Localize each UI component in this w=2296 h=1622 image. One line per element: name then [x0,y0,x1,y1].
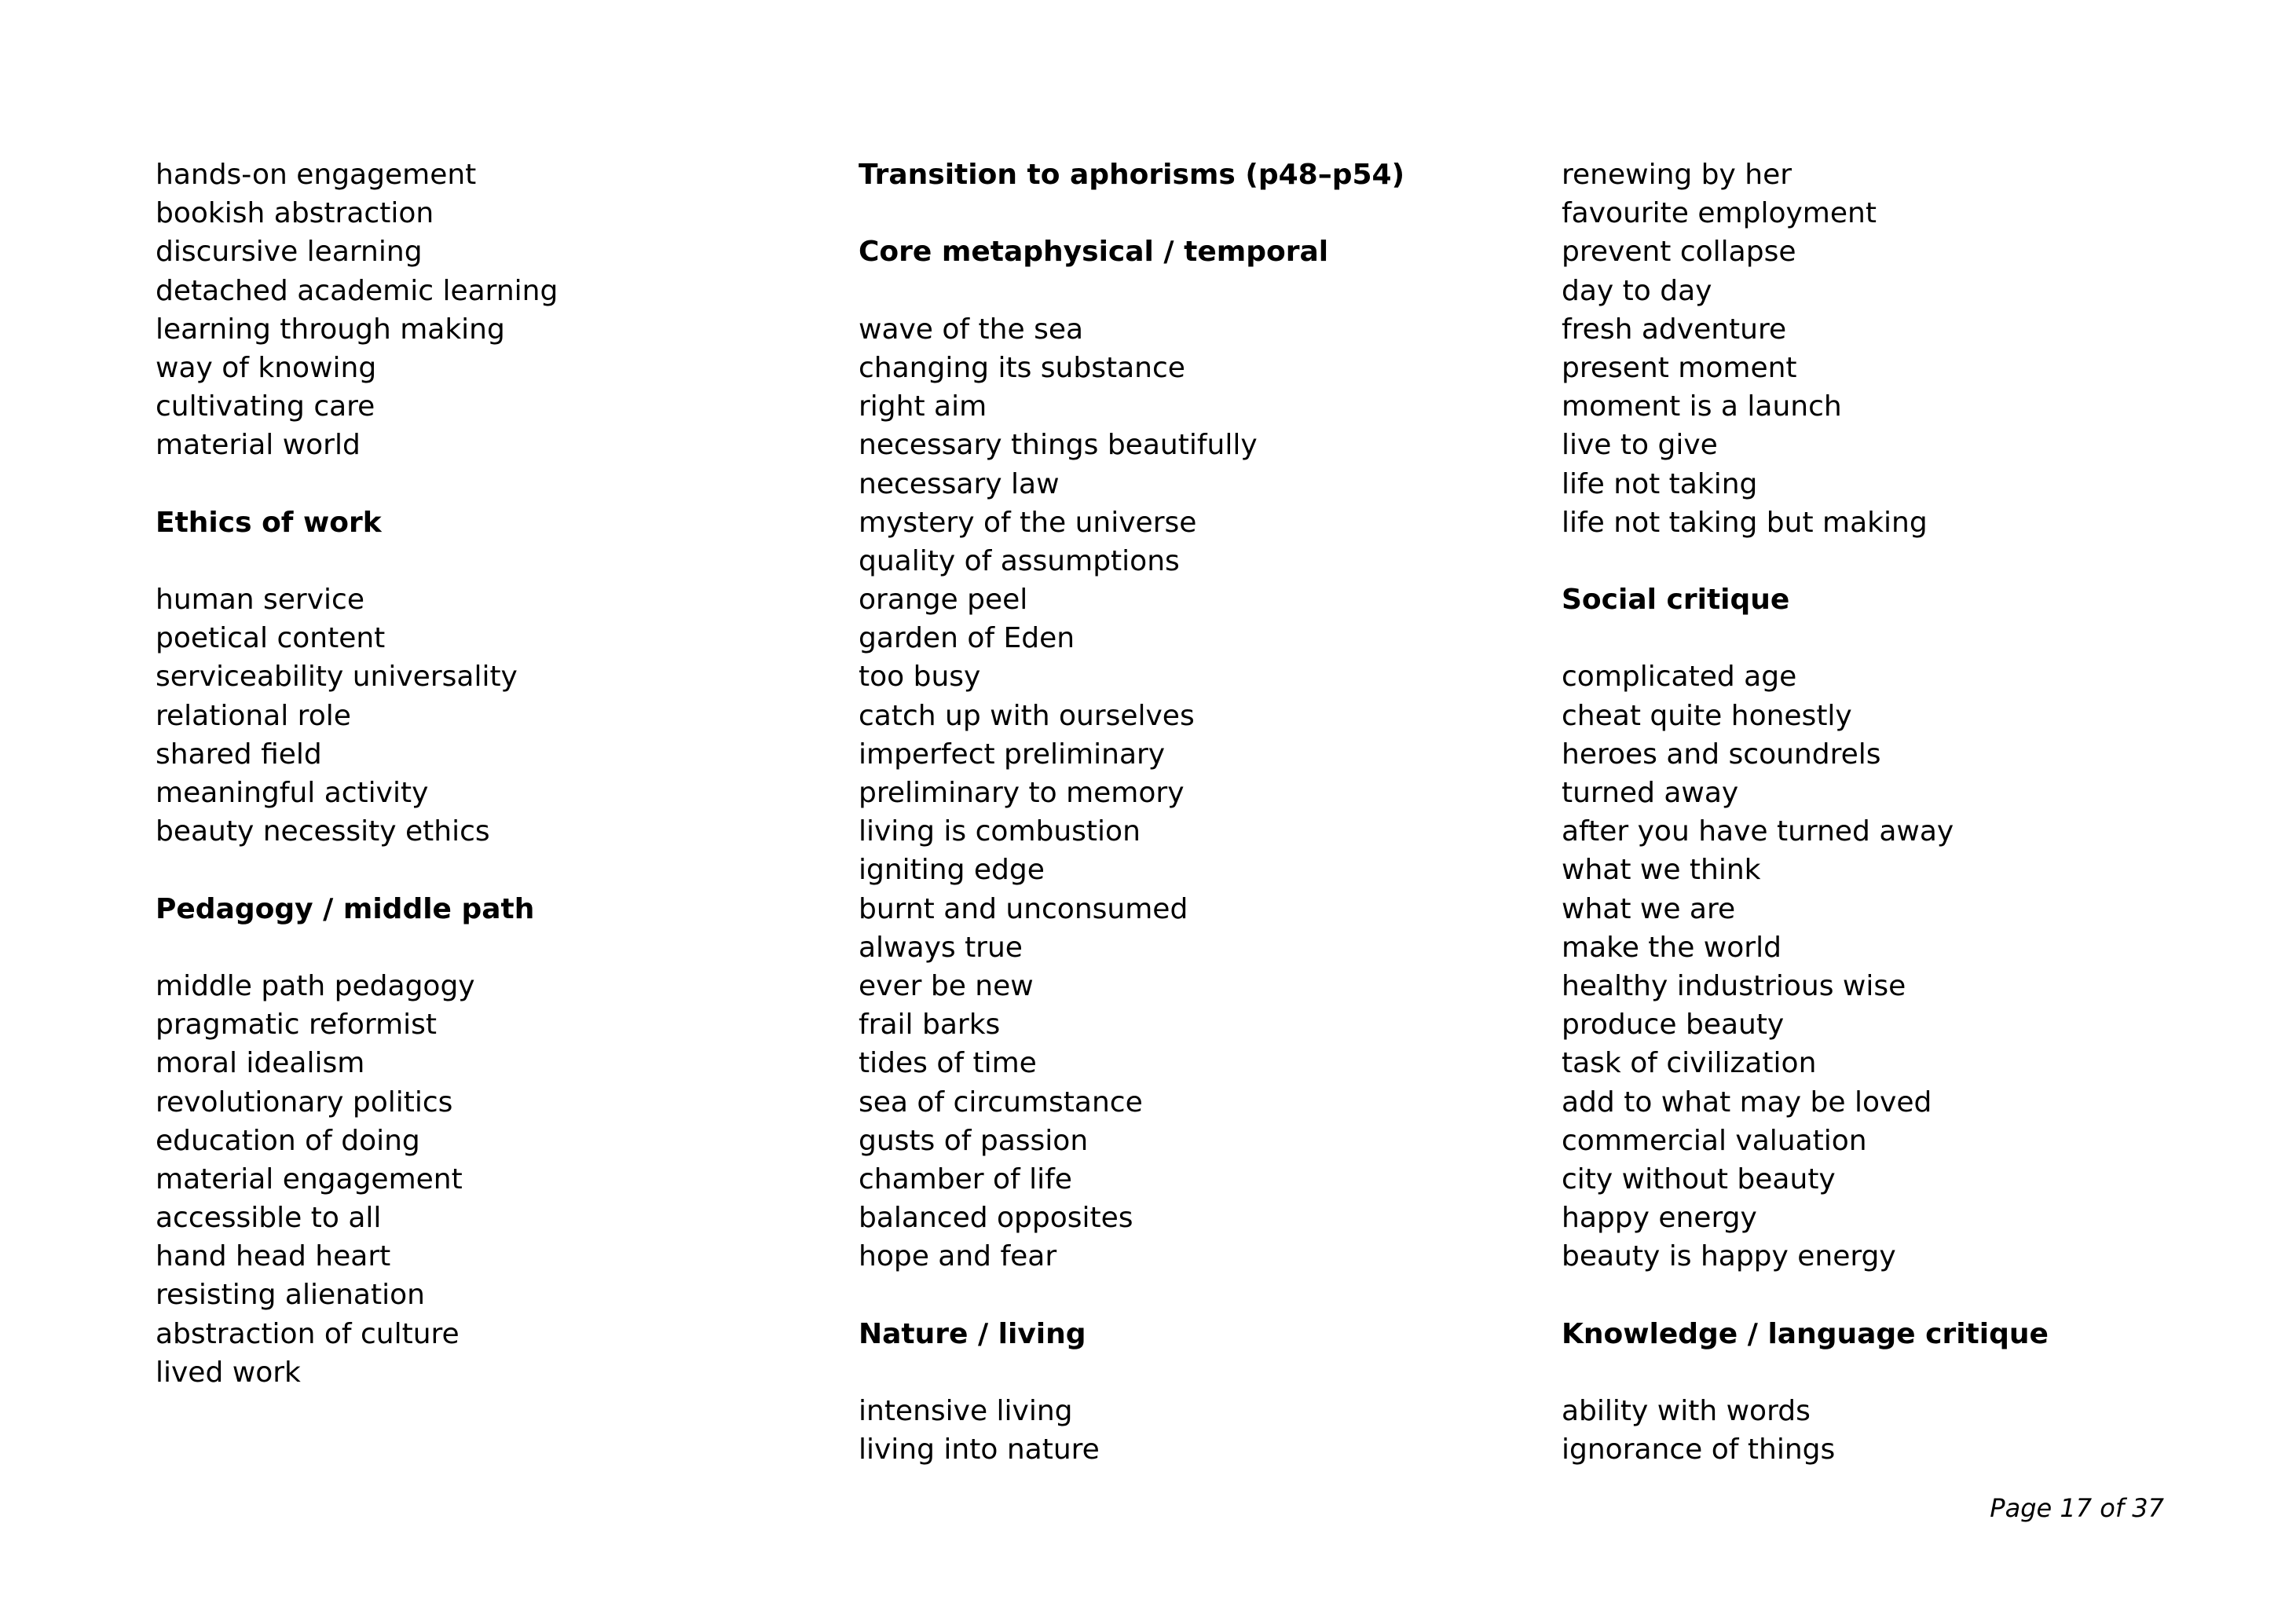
list-item: material world [156,429,361,462]
section-heading: Core metaphysical / temporal [859,236,1329,269]
list-item: balanced opposites [859,1202,1133,1235]
list-item: healthy industrious wise [1562,969,1906,1002]
section-heading: Transition to aphorisms (p48–p54) [859,159,1405,191]
section-heading: Social critique [1562,584,1790,617]
list-item: orange peel [859,584,1028,617]
list-item: poetical content [156,622,386,655]
list-item: accessible to all [156,1202,382,1235]
list-item: moral idealism [156,1047,365,1080]
section-heading: Pedagogy / middle path [156,892,535,925]
list-item: prevent collapse [1562,236,1796,269]
list-item: hope and fear [859,1240,1057,1273]
list-item: life not taking but making [1562,506,1928,539]
list-item: serviceability universality [156,661,518,694]
list-item: commercial valuation [1562,1124,1867,1157]
column-1 [156,156,831,1392]
section-heading: Ethics of work [156,506,382,539]
list-item: intensive living [859,1395,1073,1427]
list-item: what we think [1562,854,1761,887]
list-item: learning through making [156,313,505,346]
list-item: task of civilization [1562,1047,1817,1080]
list-item: favourite employment [1562,197,1877,230]
list-item: abstraction of culture [156,1317,460,1350]
list-item: too busy [859,661,981,694]
list-item: resisting alienation [156,1279,425,1312]
spacer [156,465,831,503]
list-item: always true [859,931,1023,964]
list-item: day to day [1562,274,1712,307]
list-item: add to what may be loved [1562,1086,1932,1119]
list-item: moment is a launch [1562,390,1842,423]
list-item: human service [156,584,364,617]
column-3 [1562,156,2237,1469]
list-item: gusts of passion [859,1124,1089,1157]
list-item: imperfect preliminary [859,738,1166,771]
spacer [1562,1276,2237,1314]
spacer [1562,542,2237,580]
list-item: heroes and scoundrels [1562,738,1881,771]
list-item: mystery of the universe [859,506,1197,539]
list-item: beauty is happy energy [1562,1240,1896,1273]
list-item: cultivating care [156,390,375,423]
spacer [859,272,1534,310]
section-heading: Knowledge / language critique [1562,1317,2049,1350]
list-item: relational role [156,699,351,732]
list-item: pragmatic reformist [156,1009,438,1042]
list-item: shared field [156,738,322,771]
list-item: catch up with ourselves [859,699,1195,732]
list-item: chamber of life [859,1162,1072,1195]
list-item: quality of assumptions [859,544,1180,577]
list-item: life not taking [1562,467,1758,500]
list-item: live to give [1562,429,1718,462]
list-item: after you have turned away [1562,815,1954,848]
list-item: hands-on engagement [156,159,477,191]
list-item: material engagement [156,1162,463,1195]
list-item: present moment [1562,351,1797,384]
list-item: sea of circumstance [859,1086,1143,1119]
list-item: education of doing [156,1124,420,1157]
spacer [1562,619,2237,657]
list-item: garden of Eden [859,622,1075,655]
list-item: tides of time [859,1047,1037,1080]
list-item: turned away [1562,777,1739,809]
list-item: city without beauty [1562,1162,1836,1195]
spacer [156,851,831,889]
list-item: lived work [156,1356,301,1389]
list-item: igniting edge [859,854,1045,887]
list-item: revolutionary politics [156,1086,453,1119]
list-item: changing its substance [859,351,1185,384]
list-item: necessary things beautifully [859,429,1258,462]
list-item: renewing by her [1562,159,1792,191]
list-item: ability with words [1562,1395,1811,1427]
page-number: Page 17 of 37 [1990,1493,2164,1523]
section-heading: Nature / living [859,1317,1086,1350]
spacer [1562,1353,2237,1392]
column-2 [859,156,1534,1469]
list-item: cheat quite honestly [1562,699,1852,732]
list-item: beauty necessity ethics [156,815,490,848]
list-item: hand head heart [156,1240,391,1273]
spacer [156,542,831,580]
spacer [156,928,831,967]
list-item: what we are [1562,892,1736,925]
list-item: ignorance of things [1562,1433,1836,1466]
list-item: middle path pedagogy [156,969,475,1002]
list-item: way of knowing [156,351,377,384]
list-item: discursive learning [156,236,423,269]
list-item: living into nature [859,1433,1100,1466]
list-item: wave of the sea [859,313,1084,346]
list-item: make the world [1562,931,1782,964]
list-item: complicated age [1562,661,1797,694]
list-item: ever be new [859,969,1034,1002]
list-item: right aim [859,390,987,423]
list-item: bookish abstraction [156,197,434,230]
list-item: fresh adventure [1562,313,1787,346]
list-item: preliminary to memory [859,777,1185,809]
list-item: produce beauty [1562,1009,1785,1042]
spacer [859,1353,1534,1392]
list-item: burnt and unconsumed [859,892,1188,925]
list-item: necessary law [859,467,1060,500]
list-item: detached academic learning [156,274,558,307]
list-item: happy energy [1562,1202,1757,1235]
spacer [859,194,1534,232]
list-item: meaningful activity [156,777,429,809]
list-item: living is combustion [859,815,1141,848]
spacer [859,1276,1534,1314]
list-item: frail barks [859,1009,1001,1042]
